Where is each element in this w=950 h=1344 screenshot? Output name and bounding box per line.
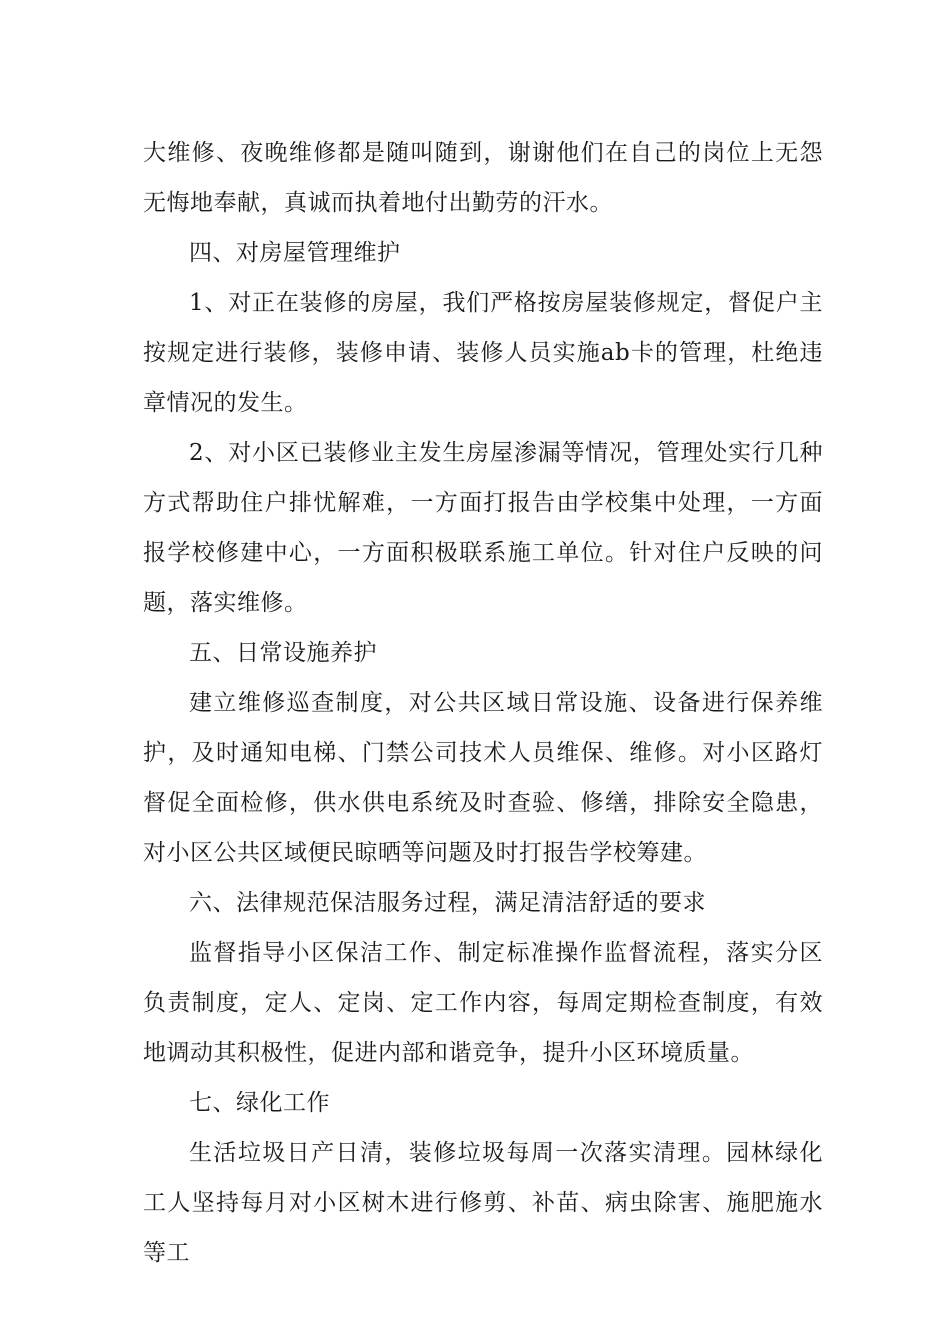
document-body bbox=[143, 128, 823, 1278]
paragraph-continuation: 大维修、夜晚维修都是随叫随到，谢谢他们在自己的岗位上无怨无悔地奉献，真诚而执着地付出勤劳的汗水。 bbox=[143, 140, 823, 216]
section-heading-5: 五、日常设施养护 bbox=[189, 640, 377, 666]
paragraph-facility-maintenance: 建立维修巡查制度，对公共区域日常设施、设备进行保养维护，及时通知电梯、门禁公司技术人员维保、维修。对小区路灯督促全面检修，供水供电系统及时查验、修缮，排除安全隐患，对小区公共区域便民晾晒等问题及时打报告学校筹建。 bbox=[143, 690, 823, 866]
section-heading-7: 七、绿化工作 bbox=[189, 1090, 330, 1116]
paragraph-leakage-handling: 2、对小区已装修业主发生房屋渗漏等情况，管理处实行几种方式帮助住户排忧解难，一方面打报告由学校集中处理，一方面报学校修建中心，一方面积极联系施工单位。针对住户反映的问题，落实维修。 bbox=[143, 440, 823, 616]
section-heading-4: 四、对房屋管理维护 bbox=[189, 240, 401, 266]
paragraph-cleaning-supervision: 监督指导小区保洁工作、制定标准操作监督流程，落实分区负责制度，定人、定岗、定工作内容，每周定期检查制度，有效地调动其积极性，促进内部和谐竞争，提升小区环境质量。 bbox=[143, 940, 823, 1066]
section-heading-6: 六、法律规范保洁服务过程，满足清洁舒适的要求 bbox=[189, 890, 706, 916]
paragraph-renovation-management: 1、对正在装修的房屋，我们严格按房屋装修规定，督促户主按规定进行装修，装修申请、装修人员实施ab卡的管理，杜绝违章情况的发生。 bbox=[143, 290, 823, 416]
paragraph-greening-work: 生活垃圾日产日清，装修垃圾每周一次落实清理。园林绿化工人坚持每月对小区树木进行修剪、补苗、病虫除害、施肥施水等工 bbox=[143, 1140, 823, 1266]
